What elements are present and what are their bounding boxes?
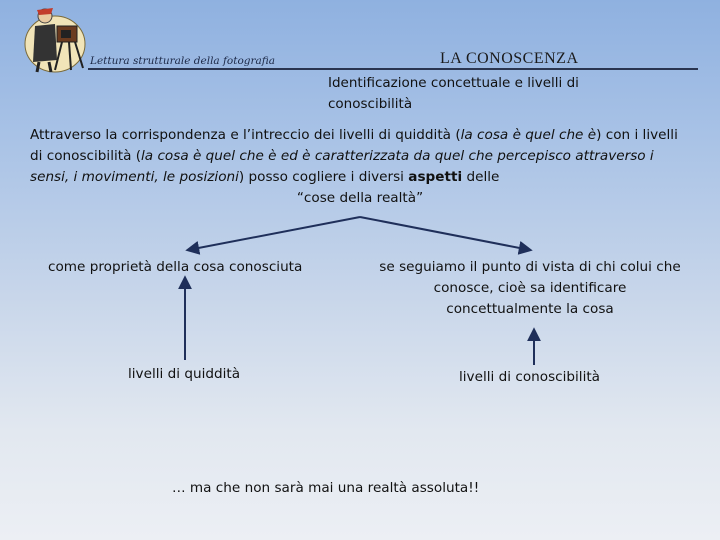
- right-top-label: se seguiamo il punto di vista di chi colui che conosce, cioè sa identificare concettualmente la cosa: [379, 259, 681, 317]
- subtitle: Lettura strutturale della fotografia: [90, 55, 276, 67]
- arrow-to-left: [188, 217, 360, 250]
- slide-title: LA CONOSCENZA: [440, 50, 579, 67]
- para-bold: aspetti: [408, 169, 463, 185]
- para-text-3: ) posso cogliere i diversi: [238, 169, 409, 185]
- para-italic-1: la cosa è quel che è: [460, 127, 597, 143]
- right-bottom-label: livelli di conoscibilità: [459, 369, 601, 385]
- para-text-4: delle: [462, 169, 500, 185]
- conclusion-text: … ma che non sarà mai una realtà assoluta!!: [172, 480, 480, 496]
- para-text-1: Attraverso la corrispondenza e l’intreccio dei livelli di quiddità (: [30, 127, 461, 143]
- left-bottom-label: livelli di quiddità: [128, 366, 241, 382]
- para-text-2: ) con i livelli di conoscibilità (: [30, 127, 678, 164]
- left-top-label: come proprietà della cosa conosciuta: [48, 259, 303, 275]
- para-italic-2: la cosa è quel che è ed è caratterizzata da quel che percepisco attraverso i sensi, i movimenti, le posizioni: [30, 148, 654, 185]
- arrow-to-right: [360, 217, 530, 250]
- para-last-line: “cose della realtà”: [296, 190, 424, 206]
- section-heading: Identificazione concettuale e livelli di conoscibilità: [328, 75, 579, 112]
